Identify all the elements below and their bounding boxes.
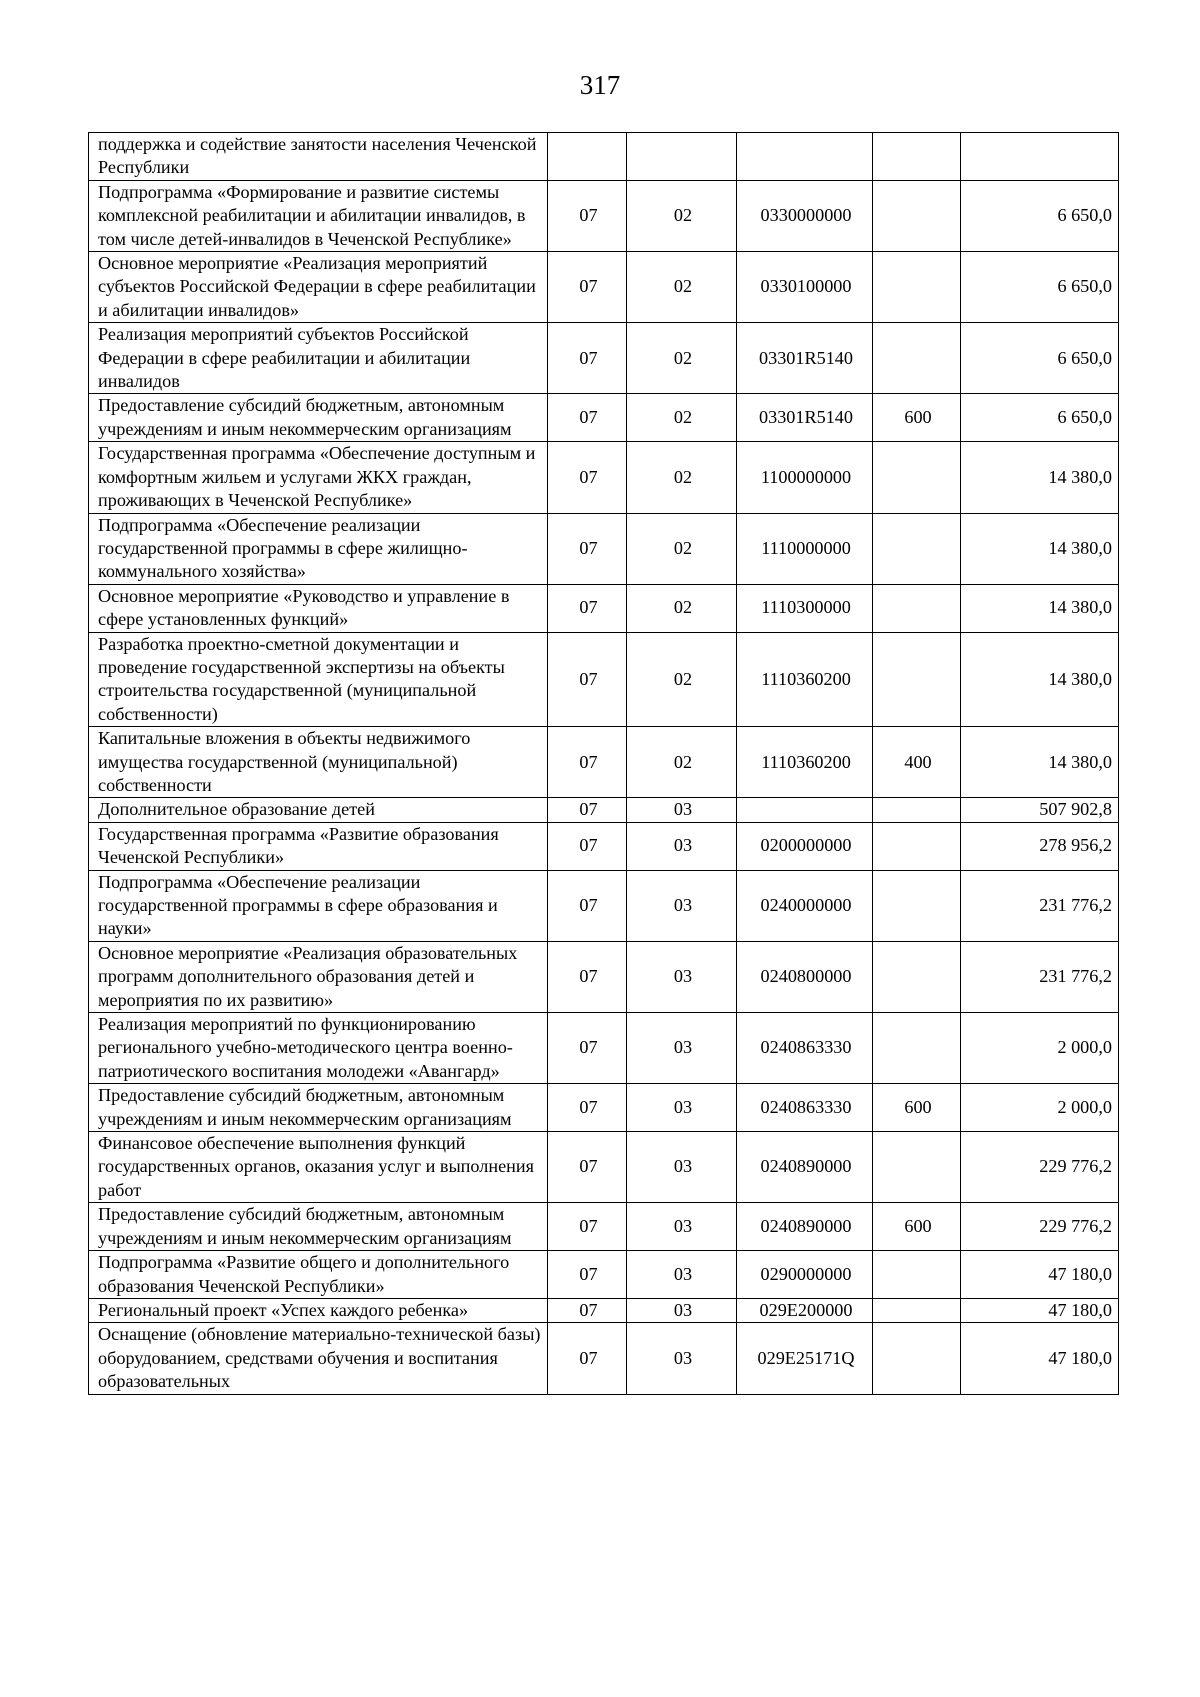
row-subsection: 03 [627, 1203, 737, 1251]
row-target-article: 0240863330 [737, 1013, 873, 1084]
row-subsection: 03 [627, 1251, 737, 1299]
row-subsection: 03 [627, 1323, 737, 1394]
row-name: Основное мероприятие «Руководство и управление в сфере установленных функций» [89, 584, 548, 632]
row-subsection: 03 [627, 1298, 737, 1322]
row-expense-type [873, 941, 961, 1012]
row-expense-type [873, 870, 961, 941]
row-expense-type: 600 [873, 1203, 961, 1251]
table-row [89, 1132, 1119, 1203]
table-row [89, 798, 1119, 822]
row-name: Подпрограмма «Обеспечение реализации государственной программы в сфере жилищно-коммунального хозяйства» [89, 513, 548, 584]
table-row [89, 323, 1119, 394]
row-subsection: 02 [627, 632, 737, 727]
row-target-article: 1110360200 [737, 632, 873, 727]
row-name: Разработка проектно-сметной документации и проведение государственной экспертизы на объекты строительства государственной (муниципальной собственности) [89, 632, 548, 727]
table-row [89, 822, 1119, 870]
table-row [89, 941, 1119, 1012]
row-section: 07 [548, 1251, 627, 1299]
row-section: 07 [548, 513, 627, 584]
row-target-article: 0330000000 [737, 180, 873, 251]
row-subsection: 03 [627, 1084, 737, 1132]
row-name: Региональный проект «Успех каждого ребенка» [89, 1298, 548, 1322]
row-name: Капитальные вложения в объекты недвижимого имущества государственной (муниципальной) собственности [89, 727, 548, 798]
row-amount: 14 380,0 [961, 584, 1119, 632]
row-subsection: 03 [627, 941, 737, 1012]
row-name: Реализация мероприятий субъектов Российской Федерации в сфере реабилитации и абилитации инвалидов [89, 323, 548, 394]
row-expense-type [873, 1298, 961, 1322]
row-subsection: 02 [627, 513, 737, 584]
row-expense-type [873, 1323, 961, 1394]
table-row [89, 727, 1119, 798]
row-name: поддержка и содействие занятости населения Чеченской Республики [89, 133, 548, 181]
row-amount: 229 776,2 [961, 1203, 1119, 1251]
row-target-article: 03301R5140 [737, 394, 873, 442]
row-subsection: 02 [627, 323, 737, 394]
row-section: 07 [548, 727, 627, 798]
row-target-article [737, 798, 873, 822]
row-name: Оснащение (обновление материально-технической базы) оборудованием, средствами обучения и воспитания образовательных [89, 1323, 548, 1394]
row-section: 07 [548, 870, 627, 941]
row-expense-type [873, 632, 961, 727]
row-expense-type: 600 [873, 394, 961, 442]
row-target-article: 1110360200 [737, 727, 873, 798]
row-target-article: 029E200000 [737, 1298, 873, 1322]
table-row [89, 1203, 1119, 1251]
row-name: Дополнительное образование детей [89, 798, 548, 822]
row-section: 07 [548, 180, 627, 251]
row-target-article: 0240890000 [737, 1132, 873, 1203]
row-amount: 47 180,0 [961, 1251, 1119, 1299]
row-name: Предоставление субсидий бюджетным, автономным учреждениям и иным некоммерческим организациям [89, 1203, 548, 1251]
table-row [89, 1013, 1119, 1084]
row-section: 07 [548, 1203, 627, 1251]
row-expense-type [873, 323, 961, 394]
row-expense-type [873, 798, 961, 822]
table-row [89, 1298, 1119, 1322]
row-expense-type [873, 1132, 961, 1203]
table-row [89, 513, 1119, 584]
row-subsection: 02 [627, 180, 737, 251]
row-subsection: 02 [627, 584, 737, 632]
row-subsection: 03 [627, 822, 737, 870]
row-subsection: 02 [627, 442, 737, 513]
table-row [89, 632, 1119, 727]
row-section: 07 [548, 1323, 627, 1394]
row-amount: 47 180,0 [961, 1323, 1119, 1394]
row-section: 07 [548, 1298, 627, 1322]
row-expense-type [873, 584, 961, 632]
row-subsection: 02 [627, 394, 737, 442]
row-expense-type: 400 [873, 727, 961, 798]
row-target-article: 0200000000 [737, 822, 873, 870]
row-amount: 6 650,0 [961, 180, 1119, 251]
row-target-article: 1110000000 [737, 513, 873, 584]
row-amount: 2 000,0 [961, 1013, 1119, 1084]
row-expense-type [873, 133, 961, 181]
row-amount: 507 902,8 [961, 798, 1119, 822]
row-subsection: 03 [627, 1013, 737, 1084]
row-expense-type [873, 442, 961, 513]
row-expense-type [873, 1251, 961, 1299]
row-expense-type [873, 252, 961, 323]
row-name: Подпрограмма «Обеспечение реализации государственной программы в сфере образования и науки» [89, 870, 548, 941]
row-section: 07 [548, 394, 627, 442]
table-row [89, 584, 1119, 632]
row-section: 07 [548, 252, 627, 323]
row-amount: 6 650,0 [961, 394, 1119, 442]
row-section: 07 [548, 442, 627, 513]
table-row [89, 252, 1119, 323]
row-subsection: 03 [627, 1132, 737, 1203]
row-amount: 231 776,2 [961, 941, 1119, 1012]
budget-table-body [89, 133, 1119, 1395]
row-expense-type [873, 513, 961, 584]
row-expense-type: 600 [873, 1084, 961, 1132]
row-target-article: 029E25171Q [737, 1323, 873, 1394]
row-section: 07 [548, 822, 627, 870]
row-expense-type [873, 822, 961, 870]
row-amount: 231 776,2 [961, 870, 1119, 941]
row-target-article: 0290000000 [737, 1251, 873, 1299]
row-amount: 6 650,0 [961, 323, 1119, 394]
budget-table [88, 132, 1119, 1395]
page-number: 317 [579, 70, 621, 100]
row-amount [961, 133, 1119, 181]
row-subsection: 03 [627, 870, 737, 941]
row-target-article: 1100000000 [737, 442, 873, 513]
row-section: 07 [548, 1132, 627, 1203]
row-name: Предоставление субсидий бюджетным, автономным учреждениям и иным некоммерческим организациям [89, 1084, 548, 1132]
table-row [89, 394, 1119, 442]
row-amount: 229 776,2 [961, 1132, 1119, 1203]
row-amount: 14 380,0 [961, 727, 1119, 798]
row-target-article: 0240800000 [737, 941, 873, 1012]
row-subsection: 02 [627, 252, 737, 323]
row-name: Реализация мероприятий по функционированию регионального учебно-методического центра военно-патриотического воспитания молодежи «Авангард» [89, 1013, 548, 1084]
row-amount: 14 380,0 [961, 632, 1119, 727]
table-row [89, 870, 1119, 941]
row-amount: 6 650,0 [961, 252, 1119, 323]
table-row [89, 442, 1119, 513]
row-name: Государственная программа «Обеспечение доступным и комфортным жильем и услугами ЖКХ граждан, проживающих в Чеченской Республике» [89, 442, 548, 513]
table-row [89, 180, 1119, 251]
row-expense-type [873, 1013, 961, 1084]
row-amount: 2 000,0 [961, 1084, 1119, 1132]
row-subsection [627, 133, 737, 181]
row-amount: 278 956,2 [961, 822, 1119, 870]
table-row [89, 133, 1119, 181]
row-name: Финансовое обеспечение выполнения функций государственных органов, оказания услуг и выполнения работ [89, 1132, 548, 1203]
row-target-article: 1110300000 [737, 584, 873, 632]
row-expense-type [873, 180, 961, 251]
row-section: 07 [548, 1013, 627, 1084]
row-target-article: 0240890000 [737, 1203, 873, 1251]
row-amount: 14 380,0 [961, 513, 1119, 584]
row-target-article: 0330100000 [737, 252, 873, 323]
row-amount: 14 380,0 [961, 442, 1119, 513]
row-name: Предоставление субсидий бюджетным, автономным учреждениям и иным некоммерческим организациям [89, 394, 548, 442]
row-section: 07 [548, 941, 627, 1012]
row-name: Подпрограмма «Развитие общего и дополнительного образования Чеченской Республики» [89, 1251, 548, 1299]
row-section: 07 [548, 584, 627, 632]
row-target-article [737, 133, 873, 181]
row-subsection: 02 [627, 727, 737, 798]
row-section: 07 [548, 1084, 627, 1132]
row-target-article: 0240000000 [737, 870, 873, 941]
table-row [89, 1084, 1119, 1132]
row-section: 07 [548, 323, 627, 394]
row-amount: 47 180,0 [961, 1298, 1119, 1322]
row-subsection: 03 [627, 798, 737, 822]
row-name: Подпрограмма «Формирование и развитие системы комплексной реабилитации и абилитации инвалидов, в том числе детей-инвалидов в Чеченской Республике» [89, 180, 548, 251]
row-target-article: 0240863330 [737, 1084, 873, 1132]
row-target-article: 03301R5140 [737, 323, 873, 394]
row-name: Основное мероприятие «Реализация мероприятий субъектов Российской Федерации в сфере реабилитации и абилитации инвалидов» [89, 252, 548, 323]
row-section [548, 133, 627, 181]
table-row [89, 1323, 1119, 1394]
row-section: 07 [548, 632, 627, 727]
table-row [89, 1251, 1119, 1299]
row-section: 07 [548, 798, 627, 822]
row-name: Государственная программа «Развитие образования Чеченской Республики» [89, 822, 548, 870]
row-name: Основное мероприятие «Реализация образовательных программ дополнительного образования детей и мероприятия по их развитию» [89, 941, 548, 1012]
